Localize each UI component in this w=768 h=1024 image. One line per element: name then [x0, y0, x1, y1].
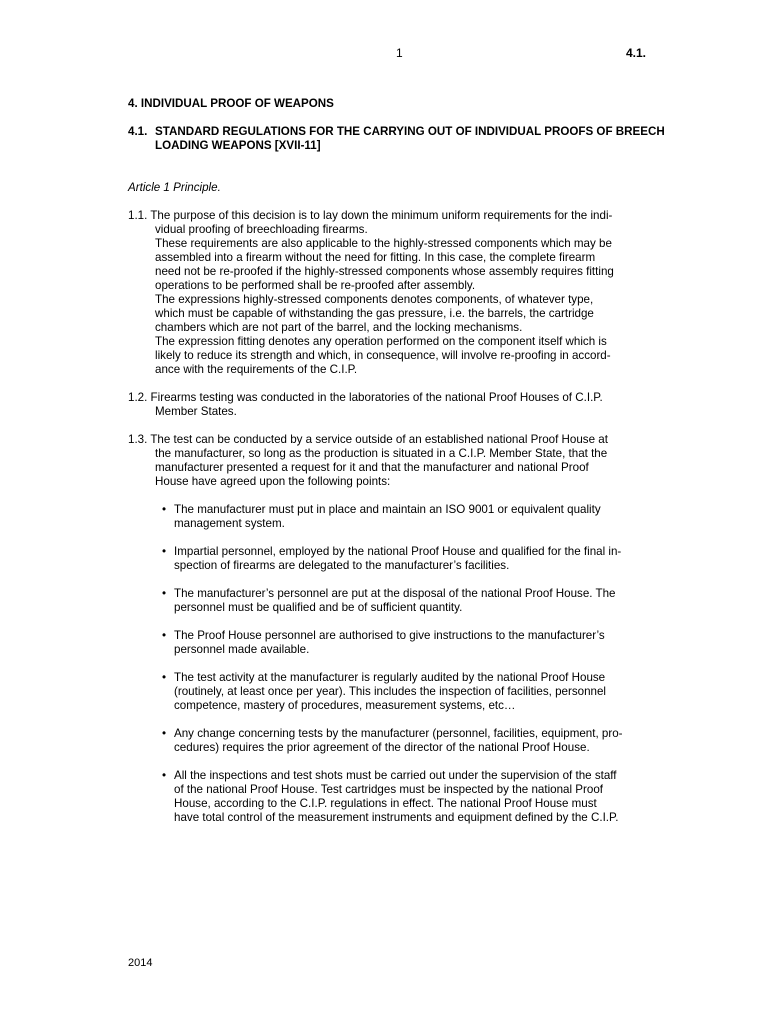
paragraph-line: The expressions highly-stressed components denotes components, of whatever type,: [155, 293, 594, 306]
paragraph-line: need not be re-proofed if the highly-stressed components whose assembly requires fitting: [155, 265, 614, 278]
paragraph-line: 1.3. The test can be conducted by a service outside of an established national Proof House at: [128, 433, 608, 446]
list-item-line: of the national Proof House. Test cartridges must be inspected by the national Proof: [174, 783, 604, 796]
paragraph-1-2: [128, 391, 680, 419]
paragraph-line: Member States.: [155, 405, 237, 418]
list-item-line: personnel must be qualified and be of sufficient quantity.: [174, 601, 463, 614]
paragraph-line: These requirements are also applicable to the highly-stressed components which may be: [155, 237, 612, 250]
section-heading: [128, 125, 688, 153]
bullet-dot: •: [162, 629, 167, 642]
list-item-line: The manufacturer must put in place and maintain an ISO 9001 or equivalent quality: [174, 503, 601, 516]
bullet-dot: •: [162, 671, 167, 684]
list-item-line: The manufacturer’s personnel are put at the disposal of the national Proof House. The: [174, 587, 616, 600]
list-item: [162, 545, 682, 573]
footer-year: 2014: [128, 957, 153, 969]
list-item-line: management system.: [174, 517, 285, 530]
page-number: 1: [396, 46, 403, 60]
list-item: [162, 587, 682, 615]
paragraph-line: 1.2. Firearms testing was conducted in the laboratories of the national Proof Houses of C.I.P.: [128, 391, 603, 404]
bullet-list: [162, 503, 682, 839]
list-item: [162, 727, 682, 755]
bullet-dot: •: [162, 769, 167, 782]
section-number: 4.1.: [626, 46, 647, 60]
list-item-line: competence, mastery of procedures, measurement systems, etc…: [174, 699, 516, 712]
list-item-line: House, according to the C.I.P. regulations in effect. The national Proof House must: [174, 797, 597, 810]
bullet-dot: •: [162, 587, 167, 600]
bullet-dot: •: [162, 503, 167, 516]
paragraph-line: 1.1. The purpose of this decision is to lay down the minimum uniform requirements for the indi-: [128, 209, 613, 222]
bullet-dot: •: [162, 727, 167, 740]
list-item-line: personnel made available.: [174, 643, 310, 656]
chapter-title: 4. INDIVIDUAL PROOF OF WEAPONS: [128, 97, 334, 110]
list-item: [162, 503, 682, 531]
paragraph-line: chambers which are not part of the barrel, and the locking mechanisms.: [155, 321, 523, 334]
list-item-line: spection of firearms are delegated to the manufacturer’s facilities.: [174, 559, 510, 572]
list-item-line: cedures) requires the prior agreement of the director of the national Proof House.: [174, 741, 590, 754]
list-item: [162, 769, 682, 825]
paragraph-1-3: [128, 433, 680, 489]
list-item-line: Any change concerning tests by the manufacturer (personnel, facilities, equipment, pro-: [174, 727, 623, 740]
paragraph-line: likely to reduce its strength and which, in consequence, will involve re-proofing in accord-: [155, 349, 611, 362]
paragraph-1-1: [128, 209, 680, 377]
section-heading-number: 4.1.: [128, 125, 148, 138]
paragraph-line: the manufacturer, so long as the production is situated in a C.I.P. Member State, that the: [155, 447, 608, 460]
paragraph-line: manufacturer presented a request for it and that the manufacturer and national Proof: [155, 461, 589, 474]
paragraph-line: vidual proofing of breechloading firearms.: [155, 223, 368, 236]
paragraph-line: operations to be performed shall be re-proofed after assembly.: [155, 279, 476, 292]
article-title: Article 1 Principle.: [128, 181, 221, 194]
list-item-line: have total control of the measurement instruments and equipment defined by the C.I.P.: [174, 811, 619, 824]
paragraph-line: House have agreed upon the following points:: [155, 475, 391, 488]
paragraph-line: assembled into a firearm without the need for fitting. In this case, the complete firearm: [155, 251, 596, 264]
paragraph-line: ance with the requirements of the C.I.P.: [155, 363, 358, 376]
bullet-dot: •: [162, 545, 167, 558]
list-item-line: All the inspections and test shots must be carried out under the supervision of the staff: [174, 769, 617, 782]
section-heading-title: STANDARD REGULATIONS FOR THE CARRYING OUT OF INDIVIDUAL PROOFS OF BREECH LOADING WEAPONS [XVII-11]: [155, 125, 665, 152]
list-item-line: Impartial personnel, employed by the national Proof House and qualified for the final in-: [174, 545, 622, 558]
list-item: [162, 629, 682, 657]
list-item-line: (routinely, at least once per year). This includes the inspection of facilities, personnel: [174, 685, 606, 698]
list-item-line: The Proof House personnel are authorised to give instructions to the manufacturer’s: [174, 629, 605, 642]
list-item-line: The test activity at the manufacturer is regularly audited by the national Proof House: [174, 671, 606, 684]
paragraph-line: which must be capable of withstanding the gas pressure, i.e. the barrels, the cartridge: [155, 307, 594, 320]
list-item: [162, 671, 682, 713]
paragraph-line: The expression fitting denotes any operation performed on the component itself which is: [155, 335, 607, 348]
